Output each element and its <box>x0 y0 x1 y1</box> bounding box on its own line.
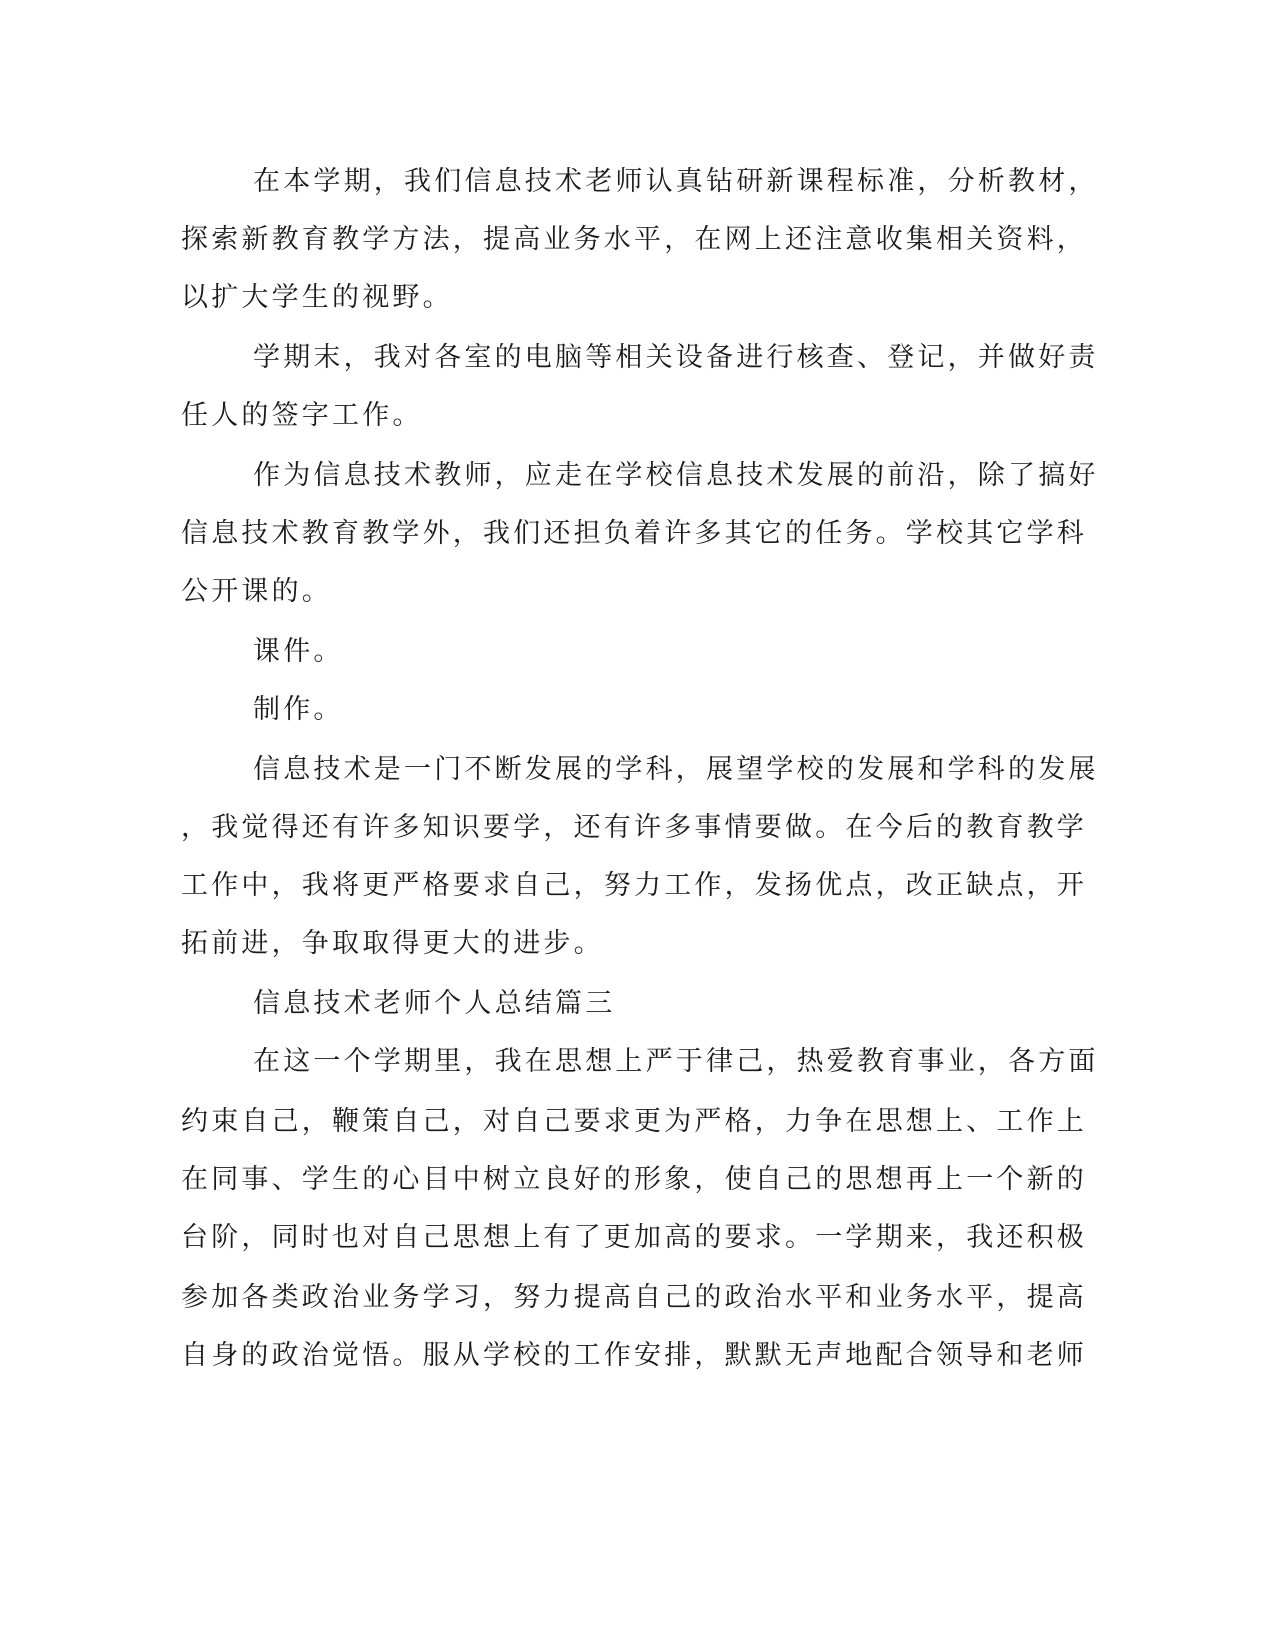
text-line: 学期末，我对各室的电脑等相关设备进行核查、登记，并做好责 <box>253 342 1099 373</box>
text-line: 以扩大学生的视野。 <box>181 282 453 313</box>
text-line: 台阶，同时也对自己思想上有了更加高的要求。一学期来，我还积极 <box>181 1222 1087 1253</box>
text-line: 探索新教育教学方法，提高业务水平，在网上还注意收集相关资料， <box>181 224 1087 255</box>
text-line: 在本学期，我们信息技术老师认真钻研新课程标准，分析教材， <box>253 166 1099 197</box>
text-line: 信息技术教育教学外，我们还担负着许多其它的任务。学校其它学科 <box>181 518 1087 549</box>
text-line: 作为信息技术教师，应走在学校信息技术发展的前沿，除了搞好 <box>253 460 1099 491</box>
text-line: 信息技术是一门不断发展的学科，展望学校的发展和学科的发展 <box>253 754 1099 785</box>
text-line: 在这一个学期里，我在思想上严于律己，热爱教育事业，各方面 <box>253 1046 1099 1077</box>
text-line: 在同事、学生的心目中树立良好的形象，使自己的思想再上一个新的 <box>181 1164 1087 1195</box>
text-line: 工作中，我将更严格要求自己，努力工作，发扬优点，改正缺点，开 <box>181 870 1087 901</box>
section-heading: 信息技术老师个人总结篇三 <box>253 988 616 1019</box>
text-line: 自身的政治觉悟。服从学校的工作安排，默默无声地配合领导和老师 <box>181 1340 1087 1371</box>
text-line: ，我觉得还有许多知识要学，还有许多事情要做。在今后的教育教学 <box>181 812 1087 843</box>
text-line: 约束自己，鞭策自己，对自己要求更为严格，力争在思想上、工作上 <box>181 1106 1087 1137</box>
text-line: 参加各类政治业务学习，努力提高自己的政治水平和业务水平，提高 <box>181 1282 1087 1313</box>
text-line: 课件。 <box>253 636 344 667</box>
text-line: 拓前进，争取取得更大的进步。 <box>181 928 604 959</box>
text-line: 制作。 <box>253 694 344 725</box>
text-line: 公开课的。 <box>181 576 332 607</box>
text-line: 任人的签字工作。 <box>181 400 423 431</box>
